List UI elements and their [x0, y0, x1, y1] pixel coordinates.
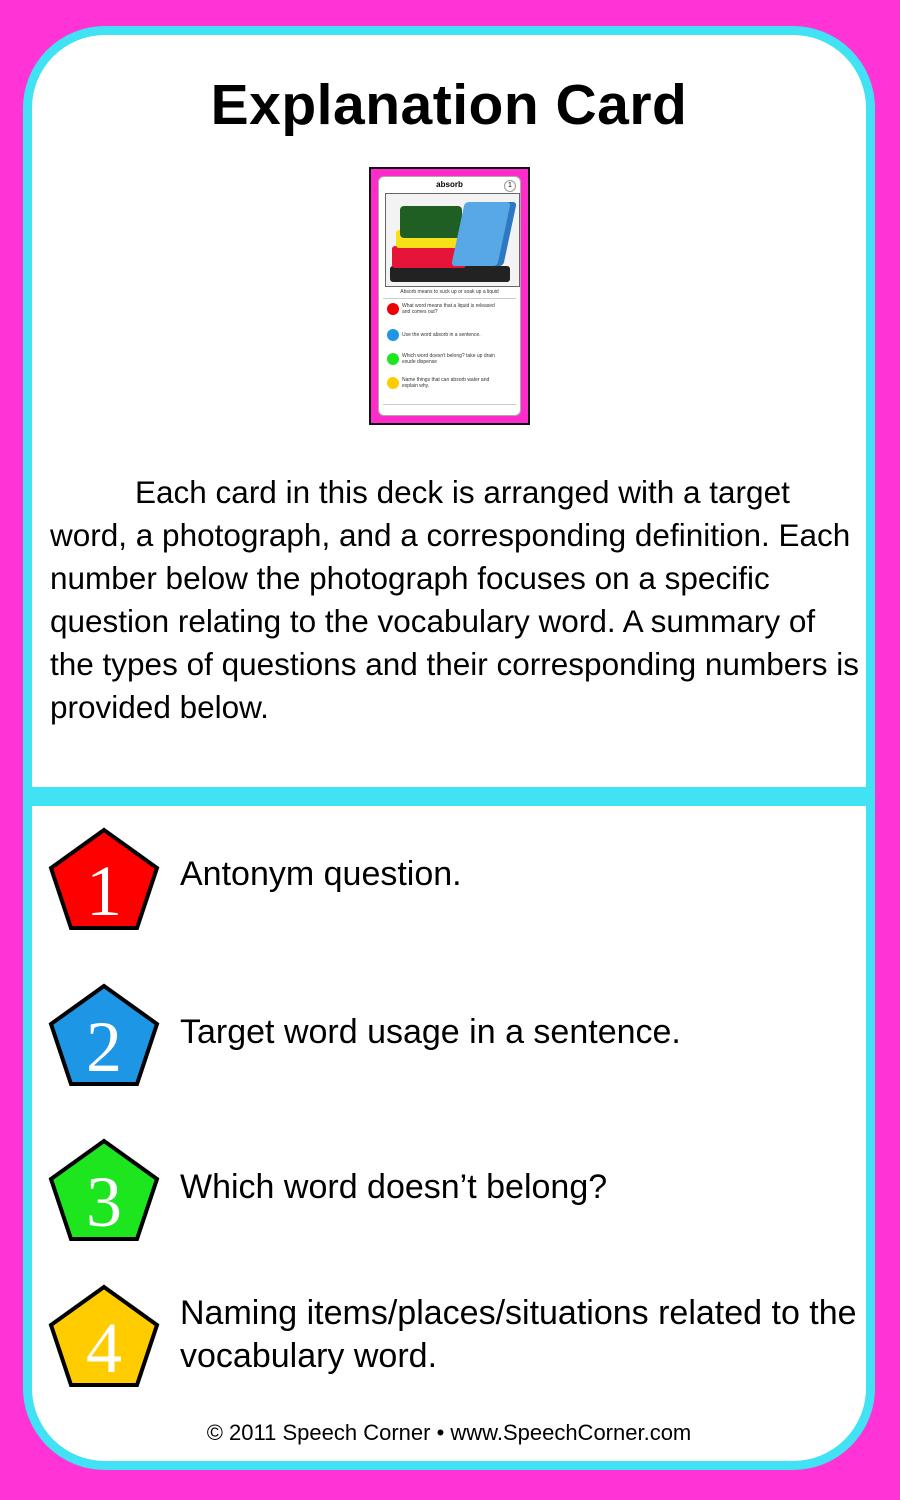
sample-question-1: What word means that a liquid is released and comes out?	[387, 303, 516, 315]
sample-card-definition: Absorb means to suck up or soak up a liquid	[383, 289, 516, 299]
sponges-photo	[385, 193, 520, 287]
pentagon-3-number: 3	[86, 1162, 122, 1242]
pentagon-4-icon	[48, 1284, 160, 1388]
question-type-2-label: Target word usage in a sentence.	[180, 1013, 681, 1051]
question-type-1-label: Antonym question.	[180, 855, 462, 893]
pentagon-4-number: 4	[86, 1308, 122, 1388]
card-title: Explanation Card	[210, 73, 688, 137]
pentagon-1-number: 1	[86, 851, 122, 931]
pentagon-1-icon	[48, 827, 160, 931]
pentagon-2-icon	[48, 983, 160, 1087]
photo-shadow	[390, 266, 510, 282]
intro-paragraph: Each card in this deck is arranged with a target word, a photograph, and a corresponding definition. Each number below the photograph focuses on a specific question relating to the vocabulary word. A summary of the types of questions and their corresponding numbers is provided below.	[50, 474, 859, 725]
explanation-card	[23, 26, 875, 1470]
sample-card-face	[378, 176, 521, 416]
sample-card-badge: 1	[504, 180, 516, 192]
sample-card-footer	[383, 404, 516, 411]
question-type-4-label: Naming items/places/situations related to the vocabulary word.	[180, 1294, 857, 1375]
sample-card-thumbnail	[369, 167, 530, 425]
question-type-1	[48, 827, 868, 937]
green-scrub-pad	[400, 206, 462, 238]
sample-question-4: Name things that can absorb water and explain why.	[387, 377, 516, 389]
copyright-footer: © 2011 Speech Corner • www.SpeechCorner.com	[206, 1420, 692, 1445]
pentagon-2-number: 2	[86, 1007, 122, 1087]
question-type-4	[48, 1284, 868, 1394]
pentagon-3-icon	[48, 1138, 160, 1242]
question-type-2	[48, 983, 868, 1093]
sample-card-word: absorb	[436, 180, 463, 189]
section-divider	[32, 787, 866, 806]
sample-question-2: Use the word absorb in a sentence.	[387, 329, 516, 341]
sample-question-3: Which word doesn't belong? take up drain exude dispense	[387, 353, 516, 365]
question-type-3	[48, 1138, 868, 1248]
question-type-3-label: Which word doesn’t belong?	[180, 1168, 608, 1206]
